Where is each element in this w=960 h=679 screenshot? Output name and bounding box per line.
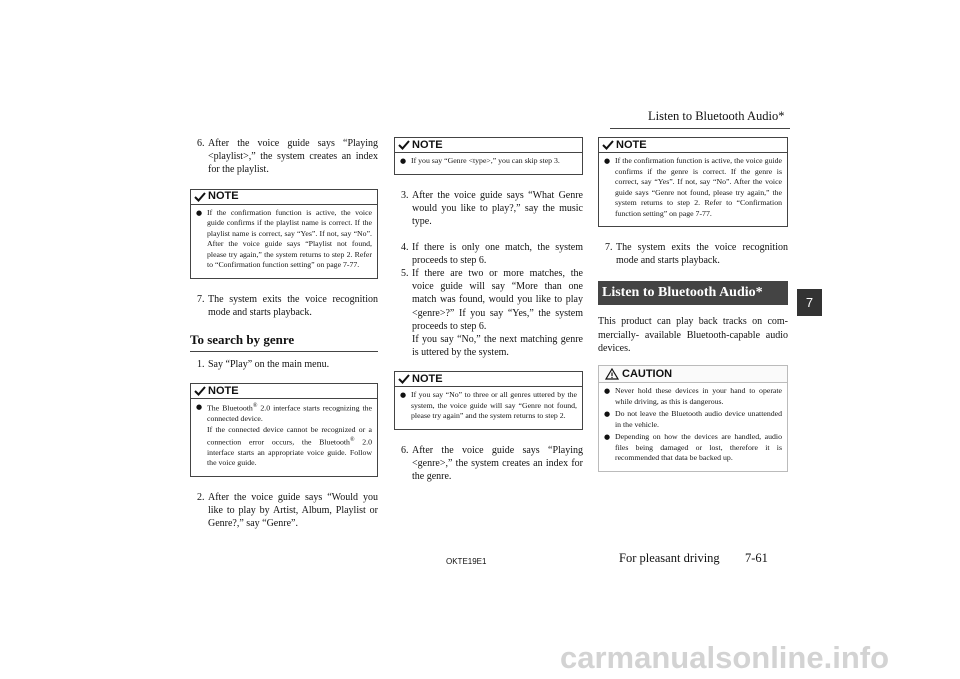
bullet-icon: ● xyxy=(196,403,203,412)
note-text: If you say “Genre <type>,” you can skip step 3. xyxy=(411,156,560,165)
note-box xyxy=(190,189,378,279)
note-label: NOTE xyxy=(208,190,239,203)
step-1-genre: 1. Say “Play” on the main menu. xyxy=(197,359,330,371)
bullet-icon: ● xyxy=(604,433,611,442)
step-5-genre: 5. If there are two or more matches, the voice guide will say “More than one match was found, would you like to play <genre>?” If you say “Yes,” the system proceeds to step 6. If you say “No,” the next matching genre is uttered by the system. xyxy=(401,267,583,359)
note-label: NOTE xyxy=(616,138,647,151)
header-rule xyxy=(610,128,790,129)
footer-section: For pleasant driving xyxy=(619,551,720,565)
list-item: ● Do not leave the Bluetooth audio device unattended in the vehicle. xyxy=(604,409,782,429)
note-box xyxy=(598,137,788,227)
intro-paragraph: This product can play back tracks on commercially- available Bluetooth-capable audio devices. xyxy=(598,316,788,354)
note-box xyxy=(394,371,583,430)
bullet-icon: ● xyxy=(604,387,611,396)
watermark-link[interactable]: carmanualsonline.info xyxy=(560,640,890,675)
note-box xyxy=(394,137,583,175)
note-text: The Bluetooth® 2.0 interface starts recognizing the connected device. If the connected device cannot be recognized or a connection error occurs, the Bluetooth® 2.0 interface starts an appropriate voice guide. Follow the voice guide. xyxy=(207,403,373,468)
step-6-genre: 6. After the voice guide says “Playing <genre>,” the system creates an index for the genre. xyxy=(401,444,583,483)
bullet-icon: ● xyxy=(196,208,203,217)
note-check-icon xyxy=(602,140,614,150)
page-header-title: Listen to Bluetooth Audio* xyxy=(648,109,785,123)
page-number: 7-61 xyxy=(745,551,768,565)
footer-code: OKTE19E1 xyxy=(446,557,487,566)
bullet-icon: ● xyxy=(604,157,611,165)
list-item: ● Depending on how the devices are handled, audio files being damaged or lost, therefore it is recommended that data be backed up. xyxy=(604,432,782,463)
note-label: NOTE xyxy=(208,385,239,398)
step-3-genre: 3. After the voice guide says “What Genre would you like to play?,” say the music type. xyxy=(401,190,583,228)
step-2-genre: 2. After the voice guide says “Would you like to play by Artist, Album, Playlist or Genre?,” say “Genre”. xyxy=(197,491,378,530)
note-label: NOTE xyxy=(412,373,443,385)
warning-triangle-icon xyxy=(605,368,619,380)
note-box xyxy=(190,383,378,476)
list-item: ● Never hold these devices in your hand to operate while driving, as this is dangerous. xyxy=(604,386,782,406)
bullet-icon: ● xyxy=(400,157,407,165)
note-check-icon xyxy=(194,192,206,202)
chapter-tab: 7 xyxy=(797,289,822,316)
caution-label: CAUTION xyxy=(622,367,673,380)
column-3 xyxy=(598,137,788,472)
step-7-playlist: 7. The system exits the voice recognition mode and starts playback. xyxy=(197,293,378,318)
step-4-genre: 4. If there is only one match, the system proceeds to step 6. xyxy=(401,241,583,266)
section-title: To search by genre xyxy=(190,331,378,352)
note-text: If the confirmation function is active, the voice guide confirms if the playlist name is correct. If the playlist name is correct, say “Yes”. If not, say “No”. After the voice guide says “Playlist not found, please try again,” the system returns to step 2. Refer to “Confirmation function setting” on page 7-77. xyxy=(207,207,372,270)
step-6-playlist: 6. After the voice guide says “Playing <playlist>,” the system creates an index for the playlist. xyxy=(197,138,378,176)
bullet-icon: ● xyxy=(400,391,407,400)
section-banner: Listen to Bluetooth Audio* xyxy=(598,281,788,305)
note-text: If the confirmation function is active, the voice guide confirms if the genre is correct. If the genre is correct, say “Yes”. If not, say “No”. After the voice guide says “Genre not found, please try again,” the system returns to step 2. Refer to “Confirmation function setting” on page 7-77. xyxy=(615,156,782,218)
note-check-icon xyxy=(194,386,206,396)
note-check-icon xyxy=(398,374,410,384)
note-check-icon xyxy=(398,140,410,150)
note-text: If you say “No” to three or all genres uttered by the system, the voice guide will say “Genre not found, please try again” and the system returns to step 2. xyxy=(411,390,577,421)
note-label: NOTE xyxy=(412,138,443,151)
bullet-icon: ● xyxy=(604,410,611,419)
column-1 xyxy=(190,137,378,542)
step-7-genre: 7. The system exits the voice recognition mode and starts playback. xyxy=(605,242,788,267)
column-2 xyxy=(394,137,583,495)
caution-box xyxy=(598,365,788,472)
